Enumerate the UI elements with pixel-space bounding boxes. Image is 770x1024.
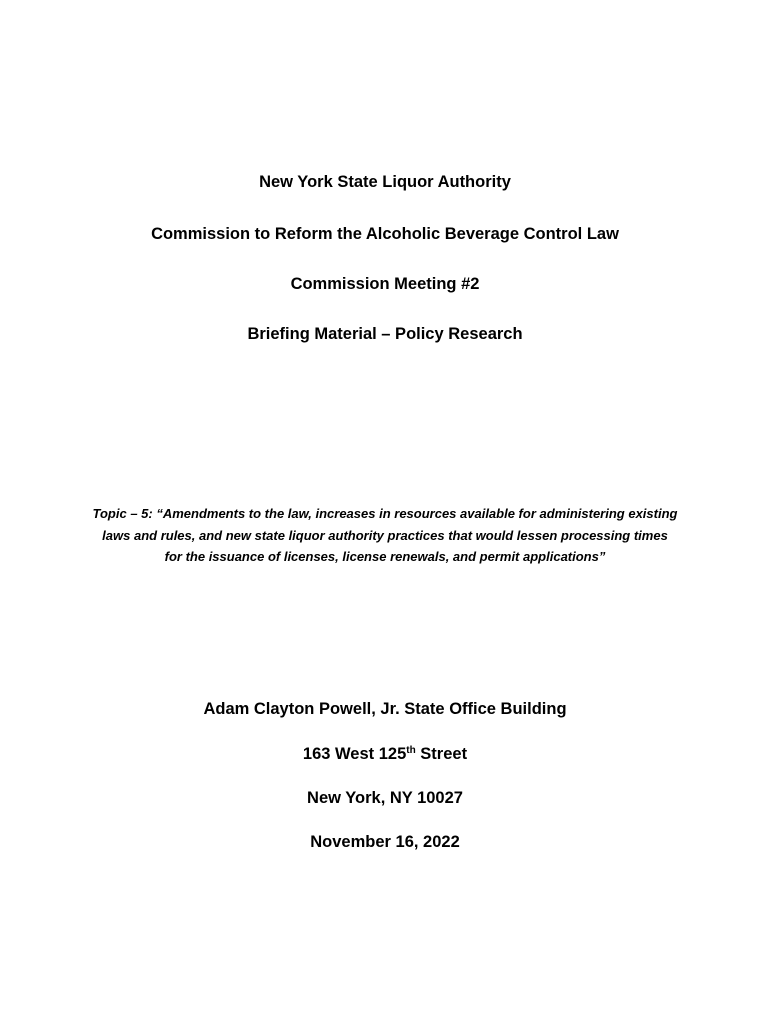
street-name: Street <box>415 745 468 763</box>
organization-title: New York State Liquor Authority <box>259 173 511 191</box>
material-title: Briefing Material – Policy Research <box>247 325 523 343</box>
commission-title: Commission to Reform the Alcoholic Beverage Control Law <box>151 225 619 243</box>
meeting-title: Commission Meeting #2 <box>290 275 480 293</box>
topic-line-2: laws and rules, and new state liquor authority practices that would lessen processing times <box>102 527 668 543</box>
street-ordinal-suffix: th <box>406 745 416 756</box>
street-number: 163 West 125 <box>302 745 407 763</box>
building-name: Adam Clayton Powell, Jr. State Office Building <box>203 700 567 718</box>
topic-line-3: for the issuance of licenses, license renewals, and permit applications” <box>164 549 606 564</box>
city-state-zip: New York, NY 10027 <box>307 789 463 807</box>
street-address <box>0 744 770 764</box>
meeting-date: November 16, 2022 <box>310 833 460 851</box>
topic-line-1: Topic – 5: “Amendments to the law, increases in resources available for administering existing <box>92 506 678 521</box>
topic-statement <box>80 503 690 568</box>
